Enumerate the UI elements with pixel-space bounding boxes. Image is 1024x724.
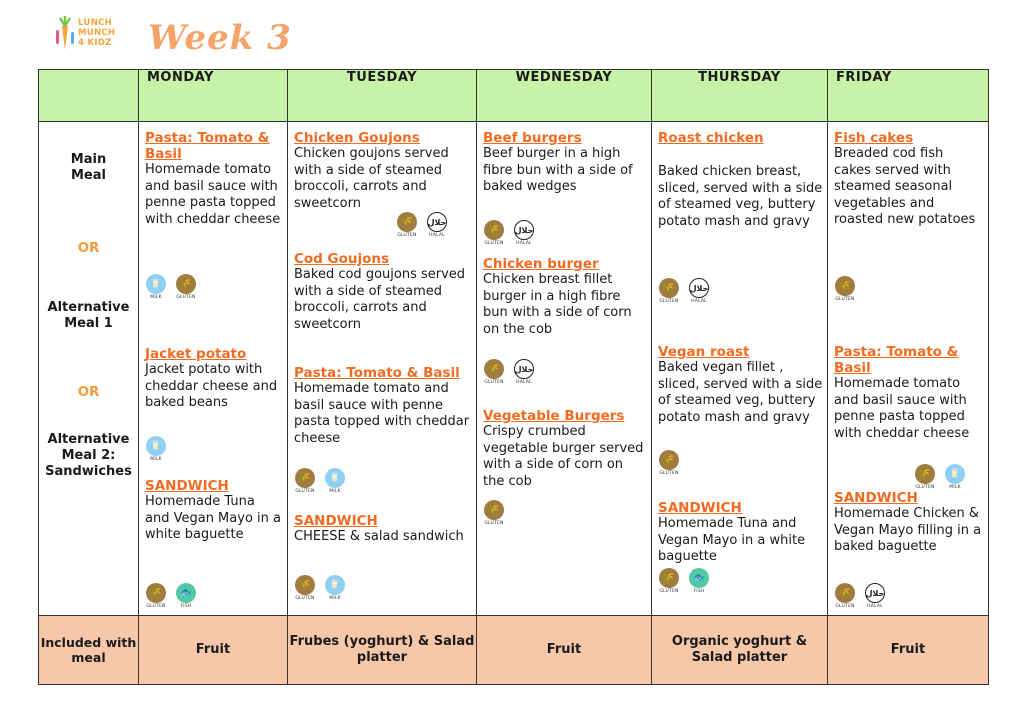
label-alternative-meal-1: Alternative Meal 1 bbox=[47, 300, 130, 331]
milk-icon: 🥛 bbox=[146, 436, 166, 456]
halal-allergen: حلال HALAL bbox=[513, 359, 535, 385]
day-header-monday: MONDAY bbox=[139, 70, 288, 122]
allergen-icons bbox=[483, 500, 505, 526]
milk-icon: 🥛 bbox=[325, 468, 345, 488]
milk-icon: 🥛 bbox=[146, 274, 166, 294]
days-header-row bbox=[39, 70, 989, 122]
dish-description: Crispy crumbed vegetable burger served with a side of corn on the cob bbox=[483, 424, 644, 489]
tuesday-main-meal bbox=[294, 130, 472, 212]
dish-description: Baked chicken breast, sliced, served with a side of steamed veg, buttery potato mash and gravy bbox=[658, 164, 823, 229]
gluten-allergen: 🌾 GLUTEN bbox=[658, 278, 680, 304]
fish-icon: 🐟 bbox=[689, 568, 709, 588]
milk-allergen: 🥛 MILK bbox=[324, 468, 346, 494]
wheat-icon: 🌾 bbox=[295, 575, 315, 595]
dish-description: Homemade tomato and basil sauce with penne pasta topped with cheddar cheese bbox=[294, 381, 470, 446]
dish-name: SANDWICH bbox=[294, 513, 378, 529]
wednesday-main-meal bbox=[483, 130, 647, 196]
friday-alternative-1 bbox=[834, 344, 984, 442]
wheat-icon: 🌾 bbox=[659, 278, 679, 298]
allergen-icons bbox=[483, 220, 535, 246]
dish-description: Jacket potato with cheddar cheese and baked beans bbox=[145, 362, 278, 410]
day-header-wednesday: WEDNESDAY bbox=[477, 70, 652, 122]
tuesday-cell bbox=[288, 122, 477, 616]
friday-cell bbox=[828, 122, 989, 616]
dish-description: Homemade Chicken & Vegan Mayo filling in a baked baguette bbox=[834, 506, 982, 554]
dish-description: CHEESE & salad sandwich bbox=[294, 529, 464, 544]
allergen-icons bbox=[294, 575, 346, 601]
dish-name: Cod Goujons bbox=[294, 251, 390, 267]
dish-name: SANDWICH bbox=[658, 500, 742, 516]
dish-description: Beef burger in a high fibre bun with a side of baked wedges bbox=[483, 146, 633, 194]
wheat-icon: 🌾 bbox=[397, 212, 417, 232]
dish-name: Pasta: Tomato & Basil bbox=[294, 365, 460, 381]
dish-description: Homemade Tuna and Vegan Mayo in a white baguette bbox=[658, 516, 806, 564]
dish-description: Homemade Tuna and Vegan Mayo in a white baguette bbox=[145, 494, 281, 542]
halal-icon: حلال bbox=[514, 220, 534, 240]
day-header-tuesday: TUESDAY bbox=[288, 70, 477, 122]
page-title: Week 3 bbox=[148, 18, 292, 58]
dish-description: Baked cod goujons served with a side of steamed broccoli, carrots and sweetcorn bbox=[294, 267, 466, 332]
dish-description: Homemade tomato and basil sauce with penne pasta topped with cheddar cheese bbox=[834, 376, 970, 441]
logo-line-2: MUNCH bbox=[78, 28, 116, 38]
milk-icon: 🥛 bbox=[325, 575, 345, 595]
wheat-icon: 🌾 bbox=[915, 464, 935, 484]
wheat-icon: 🌾 bbox=[146, 583, 166, 603]
milk-allergen: 🥛 MILK bbox=[145, 274, 167, 300]
monday-cell bbox=[139, 122, 288, 616]
gluten-allergen: 🌾 GLUTEN bbox=[834, 583, 856, 609]
friday-main-meal bbox=[834, 130, 984, 229]
monday-alternative-1 bbox=[145, 346, 283, 412]
milk-icon: 🥛 bbox=[945, 464, 965, 484]
gluten-allergen: 🌾 GLUTEN bbox=[483, 500, 505, 526]
halal-allergen: حلال HALAL bbox=[688, 278, 710, 304]
included-tuesday: Frubes (yoghurt) & Salad platter bbox=[288, 616, 477, 685]
included-wednesday: Fruit bbox=[477, 616, 652, 685]
wheat-icon: 🌾 bbox=[835, 276, 855, 296]
dish-name: Chicken Goujons bbox=[294, 130, 420, 146]
wheat-icon: 🌾 bbox=[484, 220, 504, 240]
halal-icon: حلال bbox=[427, 212, 447, 232]
allergen-icons bbox=[294, 468, 346, 494]
gluten-allergen: 🌾 GLUTEN bbox=[396, 212, 418, 238]
allergen-icons bbox=[834, 276, 856, 302]
tuesday-alternative-2 bbox=[294, 365, 472, 447]
dish-description: Baked vegan fillet , sliced, served with a side of steamed veg, buttery potato mash and gravy bbox=[658, 360, 823, 425]
day-header-friday: FRIDAY bbox=[828, 70, 989, 122]
halal-allergen: حلال HALAL bbox=[864, 583, 886, 609]
label-included-with-meal: Included with meal bbox=[39, 616, 139, 685]
dish-description: Chicken breast fillet burger in a high fibre bun with a side of corn on the cob bbox=[483, 272, 632, 337]
dish-name: SANDWICH bbox=[834, 490, 918, 506]
dish-name: Vegetable Burgers bbox=[483, 408, 625, 424]
logo-line-1: LUNCH bbox=[78, 18, 112, 28]
wheat-icon: 🌾 bbox=[835, 583, 855, 603]
allergen-icons bbox=[658, 450, 680, 476]
dish-description: Chicken goujons served with a side of steamed broccoli, carrots and sweetcorn bbox=[294, 146, 449, 211]
halal-icon: حلال bbox=[689, 278, 709, 298]
fish-icon: 🐟 bbox=[176, 583, 196, 603]
included-friday: Fruit bbox=[828, 616, 989, 685]
dish-name: Pasta: Tomato & Basil bbox=[145, 130, 270, 162]
wheat-icon: 🌾 bbox=[484, 359, 504, 379]
fish-allergen: 🐟 FISH bbox=[688, 568, 710, 594]
halal-allergen: حلال HALAL bbox=[513, 220, 535, 246]
included-monday: Fruit bbox=[139, 616, 288, 685]
wheat-icon: 🌾 bbox=[295, 468, 315, 488]
gluten-allergen: 🌾 GLUTEN bbox=[294, 575, 316, 601]
row-labels-cell bbox=[39, 122, 139, 616]
gluten-allergen: 🌾 GLUTEN bbox=[175, 274, 197, 300]
header-corner bbox=[39, 70, 139, 122]
dish-name: Vegan roast bbox=[658, 344, 750, 360]
included-thursday: Organic yoghurt & Salad platter bbox=[652, 616, 828, 685]
wednesday-alternative-2 bbox=[483, 408, 647, 490]
gluten-allergen: 🌾 GLUTEN bbox=[483, 359, 505, 385]
tuesday-alternative-1 bbox=[294, 251, 472, 333]
dish-name: Jacket potato bbox=[145, 346, 247, 362]
day-header-thursday: THURSDAY bbox=[652, 70, 828, 122]
gluten-allergen: 🌾 GLUTEN bbox=[834, 276, 856, 302]
fish-allergen: 🐟 FISH bbox=[175, 583, 197, 609]
dish-name: Roast chicken bbox=[658, 130, 764, 146]
wednesday-cell bbox=[477, 122, 652, 616]
menu-table bbox=[38, 69, 989, 685]
label-main-meal: Main Meal bbox=[70, 152, 107, 183]
dish-name: Pasta: Tomato & Basil bbox=[834, 344, 959, 376]
logo-line-3: 4 KIDZ bbox=[78, 38, 112, 48]
carrot-logo-icon bbox=[54, 16, 76, 52]
label-or-2: OR bbox=[77, 384, 100, 400]
meals-row bbox=[39, 122, 989, 616]
dish-description: Breaded cod fish cakes served with steamed seasonal vegetables and roasted new potatoes bbox=[834, 146, 976, 227]
friday-sandwich bbox=[834, 490, 984, 556]
gluten-allergen: 🌾 GLUTEN bbox=[658, 450, 680, 476]
gluten-allergen: 🌾 GLUTEN bbox=[483, 220, 505, 246]
allergen-icons bbox=[483, 359, 535, 385]
gluten-allergen: 🌾 GLUTEN bbox=[145, 583, 167, 609]
allergen-icons bbox=[658, 568, 710, 594]
allergen-icons bbox=[914, 464, 966, 490]
wheat-icon: 🌾 bbox=[484, 500, 504, 520]
wednesday-alternative-1 bbox=[483, 256, 647, 338]
gluten-allergen: 🌾 GLUTEN bbox=[294, 468, 316, 494]
allergen-icons bbox=[834, 583, 886, 609]
thursday-sandwich bbox=[658, 500, 823, 566]
monday-sandwich bbox=[145, 478, 283, 544]
label-alternative-meal-2: Alternative Meal 2: Sandwiches bbox=[45, 432, 132, 479]
included-row bbox=[39, 616, 989, 685]
milk-allergen: 🥛 MILK bbox=[324, 575, 346, 601]
dish-name: Chicken burger bbox=[483, 256, 599, 272]
milk-allergen: 🥛 MILK bbox=[145, 436, 167, 462]
allergen-icons bbox=[145, 436, 167, 462]
wheat-icon: 🌾 bbox=[659, 568, 679, 588]
milk-allergen: 🥛 MILK bbox=[944, 464, 966, 490]
gluten-allergen: 🌾 GLUTEN bbox=[914, 464, 936, 490]
dish-name: SANDWICH bbox=[145, 478, 229, 494]
monday-main-meal bbox=[145, 130, 283, 228]
gluten-allergen: 🌾 GLUTEN bbox=[658, 568, 680, 594]
dish-name: Beef burgers bbox=[483, 130, 582, 146]
thursday-main-meal bbox=[658, 130, 823, 230]
halal-allergen: حلال HALAL bbox=[426, 212, 448, 238]
halal-icon: حلال bbox=[865, 583, 885, 603]
allergen-icons bbox=[145, 583, 197, 609]
label-or-1: OR bbox=[77, 240, 100, 256]
halal-icon: حلال bbox=[514, 359, 534, 379]
logo-text bbox=[78, 18, 115, 48]
dish-description: Homemade tomato and basil sauce with penne pasta topped with cheddar cheese bbox=[145, 162, 281, 227]
thursday-alternative-1 bbox=[658, 344, 823, 426]
allergen-icons bbox=[658, 278, 710, 304]
allergen-icons bbox=[145, 274, 197, 300]
wheat-icon: 🌾 bbox=[659, 450, 679, 470]
allergen-icons bbox=[396, 212, 448, 238]
thursday-cell bbox=[652, 122, 828, 616]
tuesday-sandwich bbox=[294, 513, 472, 546]
brand-logo bbox=[54, 14, 149, 56]
wheat-icon: 🌾 bbox=[176, 274, 196, 294]
dish-name: Fish cakes bbox=[834, 130, 914, 146]
